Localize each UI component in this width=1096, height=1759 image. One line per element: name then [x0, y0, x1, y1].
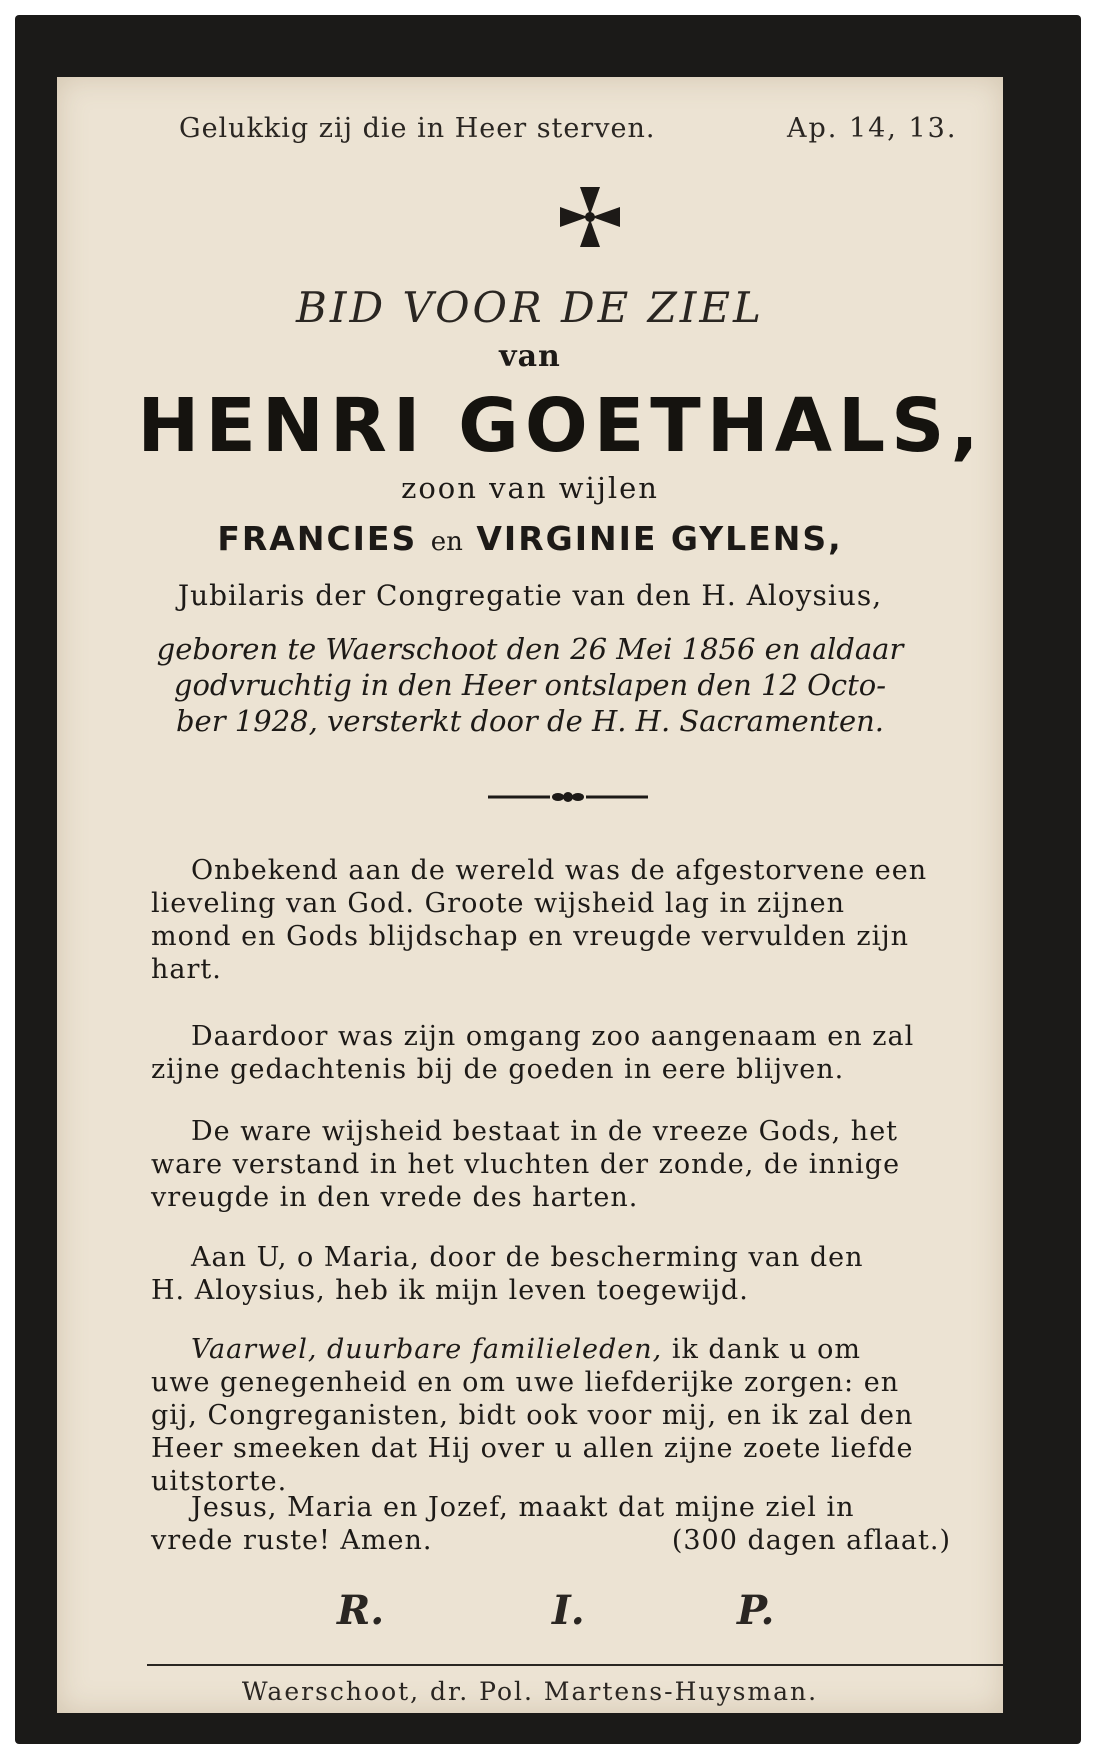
text-line: gij, Congreganisten, bidt ook voor mij, en ik zal den: [151, 1400, 914, 1431]
cross-pattee-icon: [558, 185, 622, 249]
mourning-card: [57, 77, 1003, 1713]
birth-death-line: ber 1928, versterkt door de H. H. Sacramenten.: [175, 704, 885, 738]
paragraph-3: [151, 1115, 991, 1214]
text-line: hart.: [151, 954, 222, 985]
indulgence-note: (300 dagen aflaat.): [671, 1525, 951, 1556]
paragraph-4: [151, 1241, 991, 1307]
rip-letter-i: I.: [552, 1587, 585, 1634]
text-line: uwe genegenheid en om uwe liefderijke zorgen: en: [151, 1367, 900, 1398]
footer-rule: [147, 1664, 1003, 1666]
parent-mother: VIRGINIE GYLENS,: [476, 519, 843, 558]
mourning-card-border: [15, 15, 1081, 1744]
parents-line: [57, 519, 1003, 558]
paragraph-5: [151, 1333, 991, 1498]
text-line: Aan U, o Maria, door de bescherming van den: [191, 1242, 864, 1273]
rip-letter-p: P.: [737, 1587, 775, 1634]
paragraph-1: [151, 854, 991, 986]
parents-conjunction: en: [430, 527, 463, 557]
text-line: mond en Gods blijdschap en vreugde vervulden zijn: [151, 921, 910, 952]
motto-reference: Ap. 14, 13.: [787, 113, 958, 144]
birth-death-line: godvruchtig in den Heer ontslapen den 12 Octo-: [173, 668, 887, 702]
text-line: lieveling van God. Groote wijsheid lag in zijnen: [151, 888, 846, 919]
birth-death-text: [57, 631, 1003, 739]
text-line: zijne gedachtenis bij de goeden in eere blijven.: [151, 1054, 845, 1085]
printer-imprint: Waerschoot, dr. Pol. Martens-Huysman.: [241, 1677, 819, 1706]
text-line: Onbekend aan de wereld was de afgestorvene een: [191, 855, 928, 886]
deceased-name: HENRI GOETHALS,: [137, 383, 985, 469]
paragraph-6: [151, 1491, 991, 1557]
text-line: Jesus, Maria en Jozef, maakt dat mijne ziel in: [191, 1492, 855, 1523]
text-line: De ware wijsheid bestaat in de vreeze Gods, het: [191, 1116, 899, 1147]
text-line: uitstorte.: [151, 1466, 288, 1497]
text-line: ware verstand in het vluchten der zonde, de innige: [151, 1149, 901, 1180]
van-label: van: [499, 339, 561, 374]
prayer-ending: vrede ruste! Amen.: [151, 1525, 433, 1556]
jubilaris-line: Jubilaris der Congregatie van den H. Aloysius,: [177, 579, 883, 612]
parent-father: FRANCIES: [217, 519, 418, 558]
prayer-heading: BID VOOR DE ZIEL: [296, 283, 764, 332]
ornamental-divider-icon: [488, 790, 648, 804]
text-line: [151, 1333, 991, 1366]
text-line: [151, 1524, 991, 1557]
birth-death-line: geboren te Waerschoot den 26 Mei 1856 en aldaar: [156, 632, 904, 666]
son-of-label: zoon van wijlen: [401, 471, 659, 505]
motto-text: Gelukkig zij die in Heer sterven.: [179, 113, 656, 144]
text-line: vreugde in den vrede des harten.: [151, 1182, 639, 1213]
farewell-text: Vaarwel, duurbare familieleden,: [191, 1334, 663, 1365]
farewell-continuation: ik dank u om: [662, 1334, 861, 1365]
paragraph-2: [151, 1020, 991, 1086]
text-line: Heer smeeken dat Hij over u allen zijne zoete liefde: [151, 1433, 914, 1464]
text-line: H. Aloysius, heb ik mijn leven toegewijd.: [151, 1275, 749, 1306]
rip-letter-r: R.: [337, 1587, 385, 1634]
text-line: Daardoor was zijn omgang zoo aangenaam en zal: [191, 1021, 915, 1052]
